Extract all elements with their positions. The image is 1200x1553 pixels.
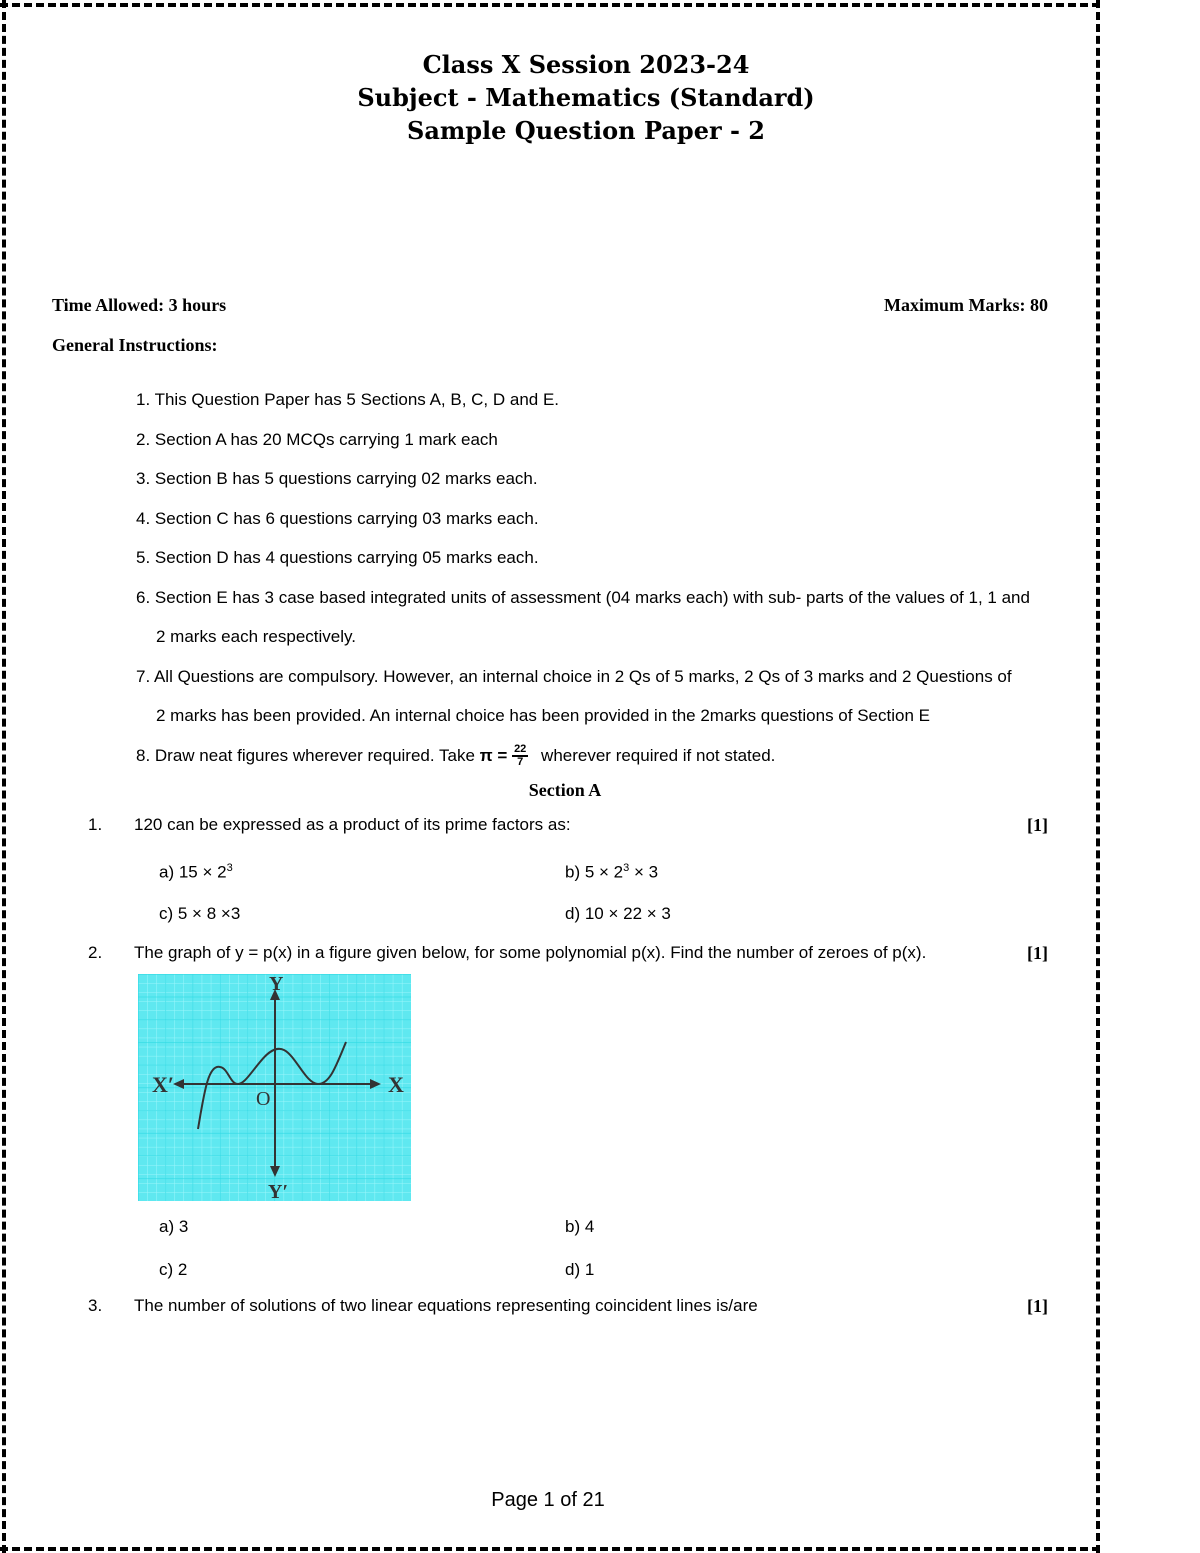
instruction-text: wherever required if not stated. [541,745,776,765]
instruction-continuation: 2 marks has been provided. An internal choice has been provided in the 2marks questions of Section E [156,706,930,725]
option-a [159,862,233,883]
section-a-heading: Section A [528,780,602,800]
option-exponent: 3 [623,862,630,874]
question-number: 2. [88,943,103,962]
question-marks: [1] [1027,1296,1048,1316]
paper-title [0,48,1172,147]
page-border-bottom [0,1547,1100,1551]
pi-symbol: π = [479,745,508,765]
option-text: a) 15 × 2 [159,862,227,882]
polynomial-graph [138,974,411,1201]
instruction-continuation: 2 marks each respectively. [156,627,356,646]
question-marks: [1] [1027,943,1048,963]
instruction-text: 6. Section E has 3 case based integrated units of assessment (04 marks each) with sub- parts of the values of 1, 1 and [136,587,1030,607]
question-text: The number of solutions of two linear equations representing coincident lines is/are [134,1296,758,1315]
pi-numerator: 22 [514,743,527,756]
option-b: b) 4 [565,1217,595,1236]
question-marks: [1] [1027,815,1048,835]
instruction-text: 7. All Questions are compulsory. However, an internal choice in 2 Qs of 5 marks, 2 Qs of 3 marks and 2 Questions of [136,666,1012,686]
pi-denominator: 7 [517,756,524,769]
option-text-tail: × 3 [629,862,659,882]
title-paper: Sample Question Paper - 2 [407,116,765,145]
option-c: c) 5 × 8 ×3 [159,904,241,923]
origin-label: O [256,1088,271,1110]
instruction-text: 8. Draw neat figures wherever required. Take [136,745,475,765]
question-number: 1. [88,815,103,834]
general-instructions-heading: General Instructions: [52,335,218,355]
max-marks: Maximum Marks: 80 [884,295,1048,315]
pi-fraction [512,744,528,768]
instruction-item: 1. This Question Paper has 5 Sections A, B, C, D and E. [136,390,560,409]
time-allowed: Time Allowed: 3 hours [52,295,227,315]
y-axis-label: Y [269,974,284,995]
instruction-item [136,657,1056,736]
x-axis-label: X [388,1072,404,1097]
option-exponent: 3 [226,862,233,874]
instruction-item: 2. Section A has 20 MCQs carrying 1 mark each [136,429,498,449]
instruction-item: 3. Section B has 5 questions carrying 02 marks each. [136,469,538,488]
title-subject: Subject - Mathematics (Standard) [357,83,815,112]
title-class-session: Class X Session 2023-24 [422,50,750,79]
page-number: Page 1 of 21 [491,1489,605,1511]
instruction-item [136,578,1056,657]
page-border-right [1096,0,1100,1553]
question-text: 120 can be expressed as a product of its prime factors as: [134,815,571,834]
instruction-item [136,736,1056,776]
question-number: 3. [88,1296,103,1315]
page-border-top [0,3,1100,7]
option-c: c) 2 [159,1260,188,1279]
instructions-list [136,380,1056,775]
option-b [565,862,658,883]
y-neg-axis-label: Y′ [268,1181,289,1201]
page-border-left [2,0,6,1553]
option-d: d) 10 × 22 × 3 [565,904,671,923]
question-text: The graph of y = p(x) in a figure given below, for some polynomial p(x). Find the number of zeroes of p(x). [134,943,927,962]
option-text: b) 5 × 2 [565,862,624,882]
x-neg-axis-label: X′ [152,1072,175,1097]
instruction-item: 4. Section C has 6 questions carrying 03 marks each. [136,508,539,528]
option-d: d) 1 [565,1260,595,1279]
option-a: a) 3 [159,1217,189,1236]
instruction-item: 5. Section D has 4 questions carrying 05 marks each. [136,548,539,567]
